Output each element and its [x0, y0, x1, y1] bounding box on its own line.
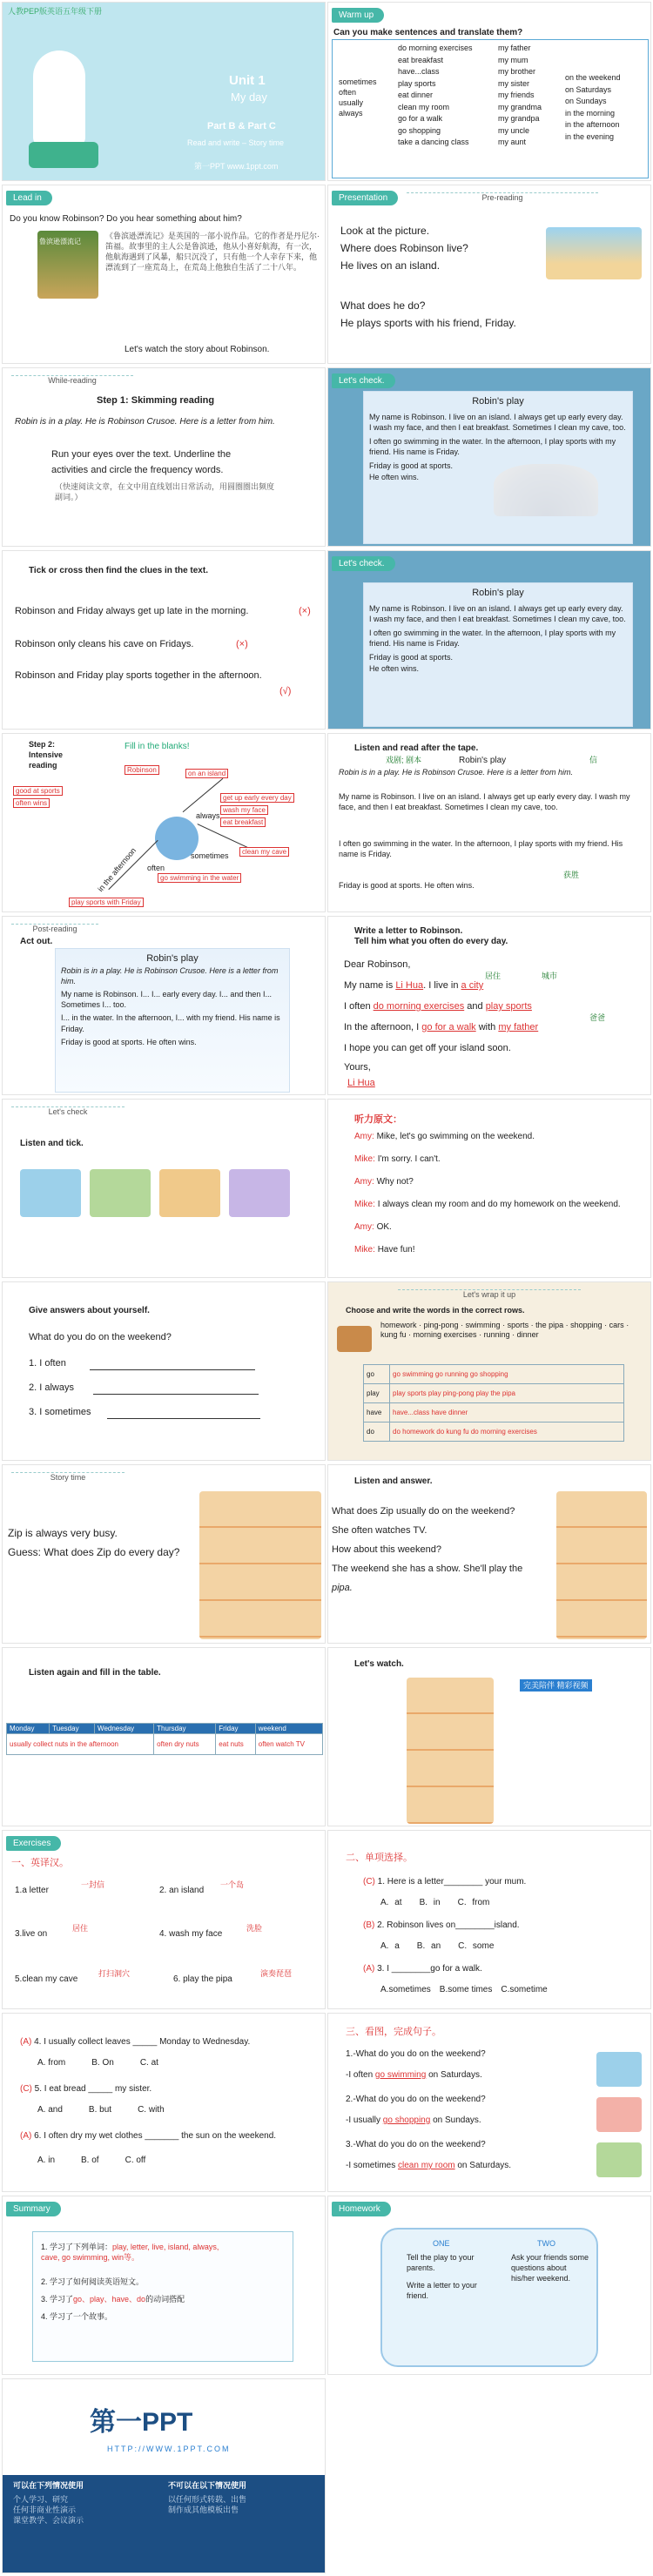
listen-title: Listen and read after the tape.	[354, 743, 479, 753]
section-tag: Summary	[6, 2202, 61, 2216]
ex4-question: 2.-What do you do on the weekend?	[346, 2095, 486, 2104]
while-instruction-1: Run your eyes over the text. Underline the	[51, 449, 232, 460]
cleaning-picture	[596, 2142, 642, 2177]
material-line: Mike: Have fun!	[354, 1245, 415, 1254]
mindmap-line	[183, 778, 224, 812]
ex2-item: (A) 3. I ________go for a walk.	[363, 1964, 482, 1974]
section-tag: Presentation	[332, 191, 398, 205]
summary-line-4: 4. 学习了一个故事。	[41, 2312, 113, 2321]
slide-wrap-it-up[interactable]	[327, 1281, 651, 1461]
ex2-options: A. at B. in C. from	[380, 1898, 490, 1907]
slide-lead-in[interactable]	[2, 185, 326, 364]
listenans-line-2: She often watches TV.	[332, 1525, 427, 1536]
ppt-allowed-title: 可以在下列情况使用	[13, 2481, 84, 2490]
pres-line-2: Where does Robinson live?	[340, 242, 468, 254]
ex1-answer: 洗脸	[246, 1924, 263, 1933]
swimming-picture	[596, 2052, 642, 2087]
section-tag: Warm up	[332, 8, 384, 23]
listenans-title: Listen and answer.	[354, 1476, 433, 1486]
ex4-question: 1.-What do you do on the weekend?	[346, 2049, 486, 2059]
letter-line-3: In the afternoon, I go for a walk with my father	[344, 1022, 539, 1032]
slide-tick-or-cross[interactable]	[2, 550, 326, 730]
leadin-question: Do you know Robinson? Do you hear something about him?	[10, 214, 242, 224]
while-instruction-2: activities and circle the frequency words.	[51, 465, 224, 475]
slide-lets-check-2[interactable]	[327, 550, 651, 730]
answer-chip[interactable]: Robinson	[125, 765, 159, 775]
slide-exercises-3[interactable]	[2, 2013, 326, 2192]
wave-title: Post-reading	[11, 924, 98, 933]
section-tag: Lead in	[6, 191, 52, 205]
ex1-question: 2. an island	[159, 1886, 205, 1895]
warmup-question: Can you make sentences and translate them?	[333, 28, 523, 37]
video-badge: 完美陪伴 精彩视频	[520, 1679, 592, 1692]
video-frame[interactable]	[407, 1678, 494, 1824]
time-col: on the weekend on Saturdays on Sundays in the morning in the afternoon in the evening	[565, 73, 621, 141]
slide-homework[interactable]	[327, 2196, 651, 2375]
answer-chip[interactable]: clean my cave	[239, 847, 289, 857]
slide-listen-read[interactable]	[327, 733, 651, 912]
bear-icon	[337, 1326, 372, 1352]
wave-title: Let's wrap it up	[398, 1289, 581, 1299]
hw-task-b: Write a letter to your friend.	[407, 2281, 477, 2301]
listen-para-1: Robin is in a play. He is Robinson Crusoe. Here is a letter from him.	[339, 768, 573, 777]
play-para-3: Friday is good at sports.	[369, 653, 454, 662]
shopping-picture	[596, 2097, 642, 2132]
material-line: Amy: Why not?	[354, 1177, 414, 1187]
listenans-line-1: What does Zip usually do on the weekend?	[332, 1506, 515, 1517]
summary-line-2: 2. 学习了如何阅读英语短文。	[41, 2277, 145, 2286]
ex1-heading: 一、英译汉。	[11, 1858, 69, 1868]
table-title: Listen again and fill in the table.	[29, 1668, 161, 1678]
hw-two-label: TWO	[537, 2239, 555, 2248]
play-para-4: He often wins.	[369, 472, 420, 481]
play-title: Robin's play	[472, 588, 524, 598]
play-para-4: He often wins.	[369, 663, 420, 673]
wave-title: Let's check	[11, 1106, 125, 1116]
post-play-title: Robin's play	[146, 953, 199, 964]
pres-line-5: He plays sports with his friend, Friday.	[340, 317, 516, 329]
watch-title: Let's watch.	[354, 1659, 404, 1669]
slide-lets-check-listen[interactable]	[2, 1099, 326, 1278]
post-para-2: My name is Robinson. I... I... early every day. I... and then I... Sometimes I... too.	[61, 990, 272, 1010]
wave-title: Story time	[11, 1472, 125, 1482]
play-text-box	[363, 582, 633, 727]
slide-lets-check-1[interactable]	[327, 367, 651, 547]
freq-label: in the afternoon	[96, 845, 138, 894]
answer-line-2: 2. I always	[29, 1382, 74, 1393]
tick-question-1: Robinson and Friday always get up late in the morning.	[15, 606, 249, 616]
listenans-line-3: How about this weekend?	[332, 1544, 441, 1555]
homework-picture	[159, 1169, 220, 1217]
wrap-task: Choose and write the words in the correct rows.	[346, 1306, 525, 1315]
answer-chip[interactable]: play sports with Friday	[69, 898, 144, 907]
pres-line-4: What does he do?	[340, 299, 426, 312]
ex2-item: (C) 1. Here is a letter________ your mum.	[363, 1877, 527, 1887]
material-line: Mike: I'm sorry. I can't.	[354, 1154, 441, 1164]
slide-summary[interactable]	[2, 2196, 326, 2375]
slide-exercises-4[interactable]	[327, 2013, 651, 2192]
ex1-answer: 居住	[72, 1924, 89, 1933]
tick-question-3: Robinson and Friday play sports together in the afternoon.	[15, 670, 262, 681]
while-instruction-cn: （快速阅读文章，在文中用直线划出日常活动，用圆圈圈出频度副词。）	[55, 482, 275, 502]
hint-city: 城市	[542, 972, 558, 980]
post-play-box	[55, 948, 290, 1093]
rabbit-illustration	[33, 50, 85, 146]
play-para-1: My name is Robinson. I live on an island. I always get up early every day. I wash my face, and then I eat breakfast. Sometimes I clean my cave, too.	[369, 412, 626, 432]
answer-blank[interactable]	[93, 1394, 259, 1395]
listen-para-3: I often go swimming in the water. In the afternoon, I play sports with my friend. His name is Friday.	[339, 839, 623, 859]
answer-chip[interactable]: often wins	[13, 798, 50, 808]
play-para-1: My name is Robinson. I live on an island. I always get up early every day. I wash my face, and then I eat breakfast. Sometimes I clean my cave, too.	[369, 603, 626, 623]
material-line: Amy: Mike, let's go swimming on the weekend.	[354, 1132, 535, 1141]
slide-post-reading[interactable]	[2, 916, 326, 1095]
listenans-line-4: The weekend she has a show. She'll play the	[332, 1564, 523, 1574]
fill-prompt: Fill in the blanks!	[125, 742, 190, 751]
play-picture	[229, 1169, 290, 1217]
letter-line-2: I often do morning exercises and play sports	[344, 1001, 532, 1012]
while-intro: Robin is in a play. He is Robinson Crusoe. Here is a letter from him.	[15, 417, 275, 427]
leadin-chinese-text: 《鲁滨逊漂流记》是英国的一部小说作品。它的作者是丹尼尔·笛福。故事里的主人公是鲁滨逊，他从小喜好航海，有一次，他航海遇到了风暴，船只沉没了，只有他一个人幸存下来，他漂流到了一座荒岛上，在荒岛上他独自生活了二十八年。	[105, 232, 320, 272]
lesson-title: My day	[231, 91, 267, 104]
slide-presentation[interactable]	[327, 185, 651, 364]
slide-write-letter[interactable]	[327, 916, 651, 1095]
answer-chip[interactable]: eat breakfast	[220, 817, 266, 827]
slide-lets-watch[interactable]	[327, 1647, 651, 1826]
ex3-item: (A) 6. I often dry my wet clothes _______ the sun on the weekend.	[20, 2131, 277, 2141]
ex4-answer: -I often go swimming on Saturdays.	[346, 2070, 482, 2080]
ex3-item: (A) 4. I usually collect leaves _____ Monday to Wednesday.	[20, 2037, 251, 2047]
ex2-options: A.sometimes B.some times C.sometime	[380, 1985, 548, 1994]
section-tag: Homework	[332, 2202, 391, 2216]
letter-line-4: I hope you can get off your island soon.	[344, 1043, 511, 1053]
zip-comic-strip	[199, 1491, 321, 1639]
ex1-answer: 一个岛	[220, 1880, 245, 1889]
section-tag: Let's check.	[332, 373, 395, 388]
note-letter: 信	[589, 756, 598, 764]
step2-title: Step 2: Intensive reading	[29, 740, 64, 770]
answer-chip[interactable]: go swimming in the water	[158, 873, 241, 883]
post-para-4: Friday is good at sports. He often wins.	[61, 1037, 197, 1046]
swimming-picture	[20, 1169, 81, 1217]
story-line-2: Guess: What does Zip do every day?	[8, 1546, 180, 1558]
cleaning-picture	[90, 1169, 151, 1217]
answer-blank[interactable]	[107, 1418, 260, 1419]
cover-subtitle: Read and write – Story time	[187, 138, 285, 147]
ex4-answer: -I sometimes clean my room on Saturdays.	[346, 2161, 512, 2170]
tick-answer-1: (×)	[299, 606, 311, 616]
answer-line-1: 1. I often	[29, 1358, 66, 1369]
brand-text: 人教PEP版英语五年级下册	[8, 7, 103, 16]
ex1-question: 1.a letter	[15, 1886, 49, 1895]
zip-comic-strip	[556, 1491, 647, 1639]
part-title: Part B & Part C	[207, 121, 276, 131]
listen-tick-task: Listen and tick.	[20, 1139, 84, 1148]
summary-line-3: 3. 学习了go、play、have、do的动词搭配	[41, 2295, 185, 2304]
ppt-logo: 第一PPT	[90, 2408, 193, 2437]
tick-answer-2: (×)	[236, 639, 248, 649]
tick-question-2: Robinson only cleans his cave on Fridays.	[15, 639, 194, 649]
person-col: my father my mum my brother my sister my friends my grandma my grandpa my uncle my aunt	[498, 44, 542, 146]
listen-para-4: Friday is good at sports. He often wins.	[339, 881, 475, 890]
ex1-question: 4. wash my face	[159, 1929, 223, 1939]
ex3-options: A. in B. of C. off	[37, 2156, 146, 2165]
slide-intensive-reading[interactable]	[2, 733, 326, 912]
post-para-1: Robin is in a play. He is Robinson Crusoe. Here is a letter from him.	[61, 965, 279, 985]
play-title: Robin's play	[472, 396, 524, 407]
freq-label: sometimes	[191, 851, 229, 860]
slide-listen-answer[interactable]	[327, 1464, 651, 1644]
tick-title: Tick or cross then find the clues in the text.	[29, 566, 208, 575]
listenans-line-5: pipa.	[332, 1583, 353, 1593]
write-subtitle: Tell him what you often do every day.	[354, 937, 508, 946]
site-mark: 第一PPT www.1ppt.com	[194, 162, 279, 171]
activity-col: do morning exercises eat breakfast have...class play sports eat dinner clean my room go for a walk go shopping take a dancing class	[398, 44, 473, 146]
freq-label: often	[147, 864, 165, 872]
section-tag: Exercises	[6, 1836, 61, 1851]
ex2-item: (B) 2. Robinson lives on________island.	[363, 1920, 520, 1930]
answer-chip[interactable]: on an island	[185, 769, 228, 778]
wave-title: While-reading	[11, 375, 133, 385]
unit-title: Unit 1	[229, 73, 266, 88]
answer-line-3: 3. I sometimes	[29, 1407, 91, 1417]
ex4-heading: 三、看图，完成句子。	[346, 2027, 441, 2037]
hint-live: 居住	[485, 972, 502, 980]
ex1-answer: 一封信	[81, 1880, 105, 1889]
story-line-1: Zip is always very busy.	[8, 1527, 118, 1539]
letter-closing: Yours,	[344, 1062, 371, 1073]
slide-warmup[interactable]	[327, 2, 651, 181]
pres-line-1: Look at the picture.	[340, 225, 430, 237]
freq-label: always	[196, 811, 220, 820]
play-text-box	[363, 391, 633, 544]
slide-exercises-1[interactable]	[2, 1830, 326, 2009]
hw-task-c: Ask your friends some questions about his/her weekend.	[511, 2253, 589, 2283]
letter-greeting: Dear Robinson,	[344, 959, 411, 970]
ppt-disallowed-notes: 以任何形式转载、出售 制作成其他模板出售	[168, 2495, 247, 2515]
ex2-options: A. a B. an C. some	[380, 1941, 495, 1951]
material-line: Mike: I always clean my room and do my homework on the weekend.	[354, 1200, 621, 1209]
play-para-2: I often go swimming in the water. In the afternoon, I play sports with my friend. His name is Friday.	[369, 629, 616, 649]
wave-title: Pre-reading	[407, 192, 598, 202]
leadin-go-text: Let's watch the story about Robinson.	[125, 345, 270, 354]
letter-line-1: My name is Li Hua. I live in a city	[344, 980, 484, 991]
tick-answer-3: (√)	[279, 686, 292, 696]
answer-chip[interactable]: wash my face	[220, 805, 268, 815]
step-title: Step 1: Skimming reading	[97, 395, 215, 406]
ex3-item: (C) 5. I eat bread _____ my sister.	[20, 2084, 152, 2094]
ex1-answer: 演奏琵琶	[260, 1969, 293, 1978]
write-title: Write a letter to Robinson.	[354, 926, 463, 936]
ex1-question: 3.live on	[15, 1929, 48, 1939]
answer-chip[interactable]: good at sports	[13, 786, 63, 796]
book-icon	[29, 142, 98, 168]
slide-branding[interactable]	[2, 2378, 326, 2573]
section-tag: Let's check.	[332, 556, 395, 571]
pres-line-3: He lives on an island.	[340, 259, 441, 272]
hint-father: 爸爸	[589, 1013, 606, 1022]
hw-task-a: Tell the play to your parents.	[407, 2253, 475, 2273]
answer-blank[interactable]	[90, 1369, 255, 1370]
ex4-answer: -I usually go shopping on Sundays.	[346, 2115, 481, 2125]
ex3-options: A. from B. On C. at	[37, 2058, 158, 2068]
slide-cover[interactable]	[2, 2, 326, 181]
post-para-3: I... in the water. In the afternoon, I... with my friend. His name is Friday.	[61, 1013, 280, 1033]
ex1-question: 5.clean my cave	[15, 1974, 78, 1984]
hw-one-label: ONE	[433, 2239, 450, 2248]
freq-col: sometimes often usually always	[339, 77, 377, 118]
play-para-2: I often go swimming in the water. In the afternoon, I play sports with my friend. His name is Friday.	[369, 437, 616, 457]
slide-fill-table[interactable]	[2, 1647, 326, 1826]
ex2-heading: 二、单项选择。	[346, 1853, 413, 1863]
slide-exercises-2[interactable]	[327, 1830, 651, 2009]
ex4-question: 3.-What do you do on the weekend?	[346, 2140, 486, 2149]
ppt-disallowed-title: 不可以在以下情况使用	[168, 2481, 247, 2490]
island-image	[546, 227, 642, 279]
ppt-allowed-notes: 个人学习、研究 任何非商业性演示 课堂教学、会议演示	[13, 2495, 84, 2526]
answers-title: Give answers about yourself.	[29, 1306, 150, 1315]
word-bank: homework · ping-pong · swimming · sports · the pipa · shopping · cars · kung fu · morning exercises · running · dinner	[380, 1321, 629, 1339]
play-para-3: Friday is good at sports.	[369, 461, 454, 471]
note-win: 获胜	[563, 871, 580, 879]
listen-subtitle: Robin's play	[459, 756, 507, 765]
act-out-label: Act out.	[20, 937, 53, 946]
listen-para-2: My name is Robinson. I live on an island. I always get up early every day. I wash my face, and then I eat breakfast. Sometimes I clean my cave, too.	[339, 792, 630, 812]
ex1-answer: 打扫洞穴	[98, 1969, 131, 1978]
note-play: 戏剧; 剧本	[386, 756, 422, 764]
book-title: 鲁滨逊漂流记	[39, 238, 81, 245]
slide-give-answers[interactable]	[2, 1281, 326, 1461]
material-line: Amy: OK.	[354, 1222, 392, 1232]
slide-story-time[interactable]	[2, 1464, 326, 1644]
slide-listening-material[interactable]	[327, 1099, 651, 1278]
ex3-options: A. and B. but C. with	[37, 2105, 165, 2115]
summary-line-1: 1. 学习了下列单词：play, letter, live, island, always, cave, go swimming, win等。	[41, 2243, 219, 2263]
answer-chip[interactable]: get up early every day	[220, 793, 294, 803]
wrap-table: go go swimming go running go shopping play play sports play ping-pong play the pipa have have...class have dinner do do homework do kung fu do morning exercises	[363, 1364, 624, 1442]
ppt-url: HTTP://WWW.1PPT.COM	[107, 2445, 231, 2453]
slide-while-reading[interactable]	[2, 367, 326, 547]
ex1-question: 6. play the pipa	[173, 1974, 232, 1984]
letter-signature: Li Hua	[347, 1078, 375, 1088]
week-table: Monday Tuesday Wednesday Thursday Friday weekend usually collect nuts in the afternoon often dry nuts eat nuts often watch TV	[6, 1723, 323, 1755]
answers-question: What do you do on the weekend?	[29, 1332, 172, 1342]
material-title: 听力原文：	[354, 1114, 402, 1125]
